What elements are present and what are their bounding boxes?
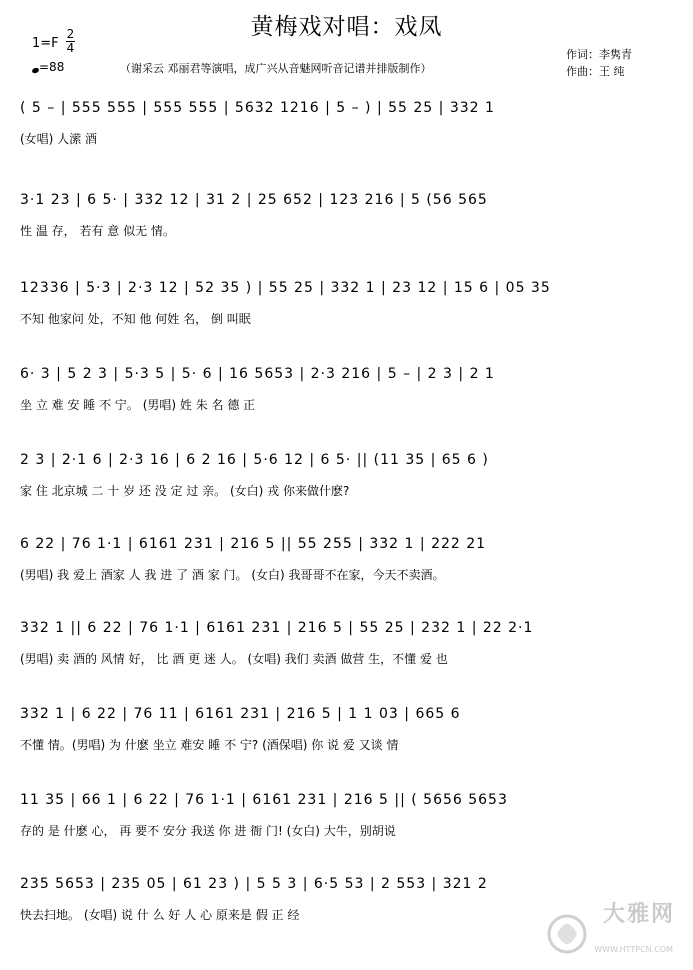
notation-line: 235 5653 | 235 05 | 61 23 ) | 5 5 3 | 6·5 53 | 2 553 | 321 2 — [20, 876, 488, 892]
subtitle: （谢采云 邓丽君等演唱，成广兴从音魅网听音记谱并排版制作） — [120, 62, 432, 75]
tempo-mark — [32, 60, 64, 74]
notation-line: 6· 3 | 5 2 3 | 5·3 5 | 5· 6 | 16 5653 | 2·3 216 | 5 – | 2 3 | 2 1 — [20, 366, 495, 382]
lyric-line: 性 温 存， 若有 意 似无 情。 — [20, 224, 175, 238]
page-title: 黄梅戏对唱：戏凤 — [250, 14, 443, 40]
score-row — [20, 452, 680, 542]
composer: 作曲：王 纯 — [566, 65, 625, 78]
lyric-line: 不知 他家问 处，不知 他 何姓 名， 倒 叫眠 — [20, 312, 251, 326]
lyric-line: 家 住 北京城 二 十 岁 还 没 定 过 亲。 (女白) 戎 你来做什麽? — [20, 484, 350, 498]
notation-line: 12336 | 5·3 | 2·3 12 | 52 35 ) | 55 25 | 332 1 | 23 12 | 15 6 | 05 35 — [20, 280, 551, 296]
score-row — [20, 100, 680, 190]
lyric-line: 存的 是 什麽 心， 再 要不 安分 我送 你 进 衙 门! (女白) 大牛，别胡说 — [20, 824, 396, 838]
lyric-line: (女唱) 人潆 酒 — [20, 132, 97, 146]
notation-line: 332 1 || 6 22 | 76 1·1 | 6161 231 | 216 5 | 55 25 | 232 1 | 22 2·1 — [20, 620, 534, 636]
lyric-line: 快去扫地。 (女唱) 说 什 么 好 人 心 原来是 假 正 经 — [20, 908, 300, 922]
score-row — [20, 366, 680, 456]
notation-line: 2 3 | 2·1 6 | 2·3 16 | 6 2 16 | 5·6 12 | 6 5· || (11 35 | 65 6 ) — [20, 452, 489, 468]
key-signature: 1=F — [32, 36, 59, 51]
tempo-value: =88 — [39, 60, 65, 74]
lyric-line: (男唱) 我 爱上 酒家 人 我 进 了 酒 家 门。 (女白) 我哥哥不在家，今天不卖酒。 — [20, 568, 445, 582]
notation-line: 11 35 | 66 1 | 6 22 | 76 1·1 | 6161 231 | 216 5 || ( 5656 5653 — [20, 792, 508, 808]
lyric-line: (男唱) 卖 酒的 风情 好， 比 酒 更 迷 人。 (女唱) 我们 卖酒 做营 生，不懂 爱 也 — [20, 652, 448, 666]
watermark-url: WWW.HTTPCN.COM — [594, 945, 673, 954]
credits — [566, 46, 632, 80]
score-row — [20, 192, 680, 282]
notation-line: 3·1 23 | 6 5· | 332 12 | 31 2 | 25 652 | 123 216 | 5 (56 565 — [20, 192, 488, 208]
lyricist: 作词：李隽青 — [566, 48, 632, 61]
watermark-text: 大雅网 — [602, 902, 675, 927]
score-row — [20, 620, 680, 710]
time-signature-top: 2 — [66, 27, 75, 41]
time-signature-bottom: 4 — [66, 41, 75, 55]
notation-line: 332 1 | 6 22 | 76 11 | 6161 231 | 216 5 | 1 1 03 | 665 6 — [20, 706, 461, 722]
score-row — [20, 536, 680, 626]
lyric-line: 坐 立 难 安 睡 不 宁。 (男唱) 姓 朱 名 德 正 — [20, 398, 256, 412]
notation-line: ( 5 – | 555 555 | 555 555 | 5632 1216 | 5 – ) | 55 25 | 332 1 — [20, 100, 495, 116]
score-row — [20, 706, 680, 796]
score-row — [20, 280, 680, 370]
time-signature — [66, 28, 75, 55]
lyric-line: 不懂 情。(男唱) 为 什麽 坐立 难安 睡 不 宁? (酒保唱) 你 说 爱 又谈 情 — [20, 738, 399, 752]
notation-line: 6 22 | 76 1·1 | 6161 231 | 216 5 || 55 255 | 332 1 | 222 21 — [20, 536, 487, 552]
score-row — [20, 792, 680, 882]
